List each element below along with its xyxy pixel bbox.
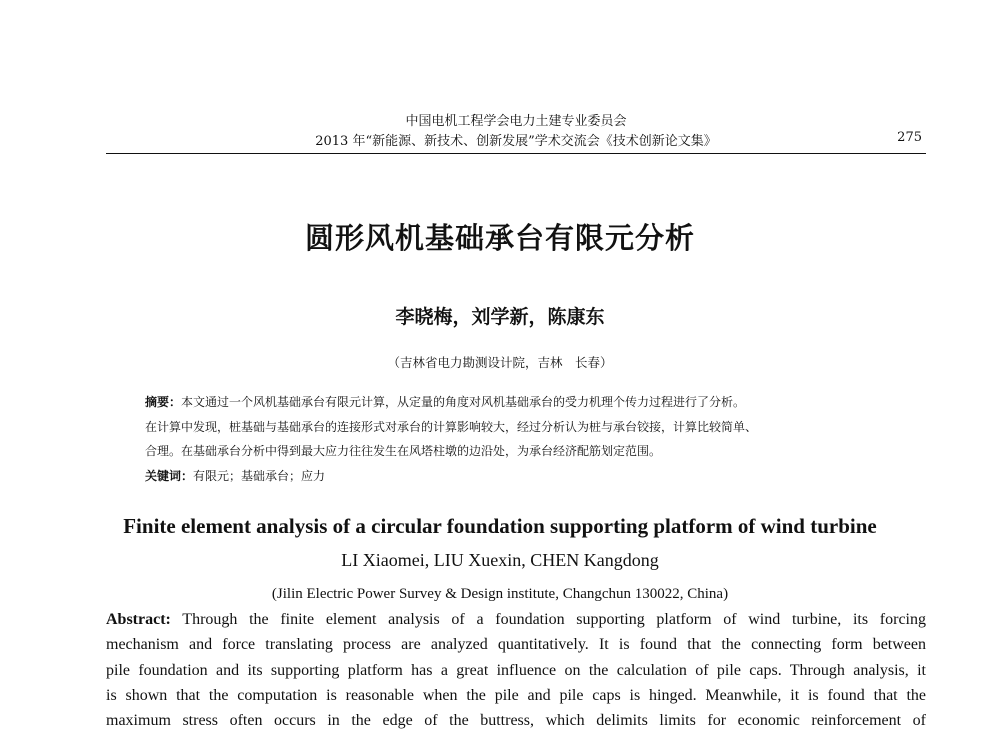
keywords-cn [145, 467, 905, 484]
authors-cn: 李晓梅，刘学新，陈康东 [395, 306, 605, 328]
abstract-en-line2: mechanism and force translating process are analyzed quantitatively. It is found that the connecting form between [106, 636, 926, 653]
abstract-cn-line2: 在计算中发现，桩基础与基础承台的连接形式对承台的计算影响较大，经过分析认为桩与承台铰接，计算比较简单、 [145, 420, 758, 434]
journal-header-line1: 中国电机工程学会电力土建专业委员会 [405, 114, 627, 129]
abstract-en-line3: pile foundation and its supporting platform has a great influence on the calculation of pile caps. Through analysis, it [106, 662, 926, 679]
paper-title-cn: 圆形风机基础承台有限元分析 [304, 221, 695, 255]
abstract-en-line1 [106, 611, 926, 629]
header-rule [106, 153, 926, 154]
authors-en: LI Xiaomei, LIU Xuexin, CHEN Kangdong [341, 550, 659, 570]
abstract-en-text-1: Through the finite element analysis of a foundation supporting platform of wind turbine, its forcing [182, 611, 926, 628]
abstract-cn-label: 摘要： [145, 395, 182, 409]
keywords-cn-label: 关键词： [145, 469, 194, 483]
page-number: 275 [897, 130, 922, 145]
abstract-cn-line1 [145, 393, 905, 410]
affiliation-en: (Jilin Electric Power Survey & Design institute, Changchun 130022, China) [271, 586, 729, 602]
abstract-cn-line3: 合理。在基础承台分析中得到最大应力往往发生在风塔柱墩的边沿处，为承台经济配筋划定范围。 [145, 444, 662, 458]
keywords-cn-text: 有限元；基础承台；应力 [193, 469, 326, 483]
paper-title-en: Finite element analysis of a circular foundation supporting platform of wind turbine [123, 514, 877, 538]
abstract-en-line4: is shown that the computation is reasonable when the pile and pile caps is hinged. Meanwhile, it is found that the [106, 687, 926, 704]
abstract-en-line5: maximum stress often occurs in the edge of the buttress, which delimits limits for economic reinforcement of [106, 712, 926, 729]
abstract-en-label: Abstract: [106, 611, 171, 628]
journal-header-line2: 2013 年“新能源、新技术、创新发展”学术交流会《技术创新论文集》 [315, 134, 717, 149]
abstract-cn-text-1: 本文通过一个风机基础承台有限元计算，从定量的角度对风机基础承台的受力机理个传力过程进行了分析。 [181, 395, 746, 409]
affiliation-cn: （吉林省电力勘测设计院，吉林 长春） [387, 355, 613, 370]
